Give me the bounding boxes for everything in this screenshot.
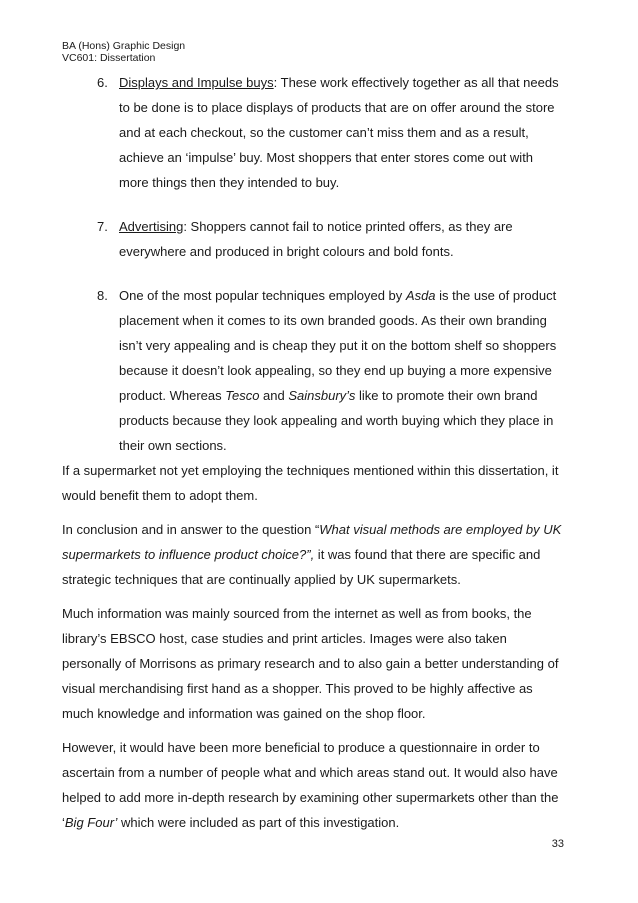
brand-sainsburys: Sainsbury’s — [288, 388, 356, 403]
list-number: 6. — [97, 75, 108, 90]
big-four-term: Big Four’ — [64, 815, 118, 830]
paragraph-limitations: However, it would have been more beneficial to produce a questionnaire in order to ascertain from a number of people what and which areas stand out. It would also have helped to add more in-depth research by examining other supermarkets other than the ‘Big Four’ which were included as part of this investigation. — [62, 740, 559, 830]
header-course: BA (Hons) Graphic Design — [62, 40, 186, 52]
paragraph-recommendation: If a supermarket not yet employing the techniques mentioned within this dissertation, it would benefit them to adopt them. — [62, 463, 559, 503]
header-module: VC601: Dissertation — [62, 52, 156, 64]
list-number: 8. — [97, 288, 108, 303]
document-body — [62, 70, 566, 844]
list-text: : Shoppers cannot fail to notice printed offers, as they are everywhere and produced in bright colours and bold fonts. — [119, 219, 513, 259]
list-term: Advertising — [119, 219, 184, 234]
list-item-8 — [62, 283, 566, 458]
list-term: Displays and Impulse buys — [119, 75, 274, 90]
list-item-6 — [62, 70, 566, 195]
list-text: like to promote their own brand products because they look appealing and worth buying which they place in their own sections. — [119, 388, 554, 453]
list-item-7 — [62, 214, 566, 264]
page-number: 33 — [551, 838, 564, 850]
brand-asda: Asda — [405, 288, 436, 303]
list-text: is the use of product placement when it comes to its own branded goods. As their own branding isn’t very appealing and is cheap they put it on the bottom shelf so shoppers because it doesn’t look appealing, so they end up buying a more expensive product. Whereas — [119, 288, 557, 403]
paragraph-conclusion: In conclusion and in answer to the question “What visual methods are employed by UK supermarkets to influence product choice?”, it was found that there are specific and strategic techniques that are continually applied by UK supermarkets. — [62, 522, 562, 587]
brand-tesco: Tesco — [225, 388, 260, 403]
research-question: What visual methods are employed by UK supermarkets to influence product choice?”, — [62, 522, 562, 562]
page-header — [62, 40, 185, 64]
paragraph-sources: Much information was mainly sourced from the internet as well as from books, the library’s EBSCO host, case studies and print articles. Images were also taken personally of Morrisons as primary research and to also gain a better understanding of visual merchandising first hand as a shopper. This proved to be highly affective as much knowledge and information was gained on the shop floor. — [62, 606, 559, 721]
list-text: : These work effectively together as all that needs to be done is to place displays of products that are on offer around the store and at each checkout, so the customer can’t miss them and as a result, achieve an ‘impulse’ buy. Most shoppers that enter stores come out with more things then they intended to buy. — [119, 75, 559, 190]
numbered-list — [62, 70, 566, 458]
list-text: and — [259, 388, 289, 403]
list-text: One of the most popular techniques employed by — [119, 288, 406, 303]
list-number: 7. — [97, 219, 108, 234]
